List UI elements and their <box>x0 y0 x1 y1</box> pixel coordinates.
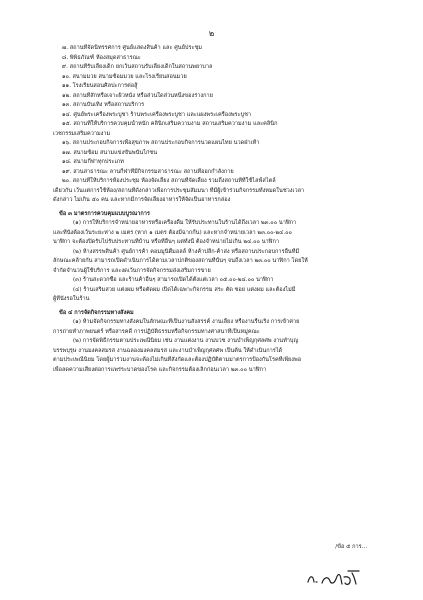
paragraph-line: (๒) การจัดพิธีกรรมตามประเพณีนิยม เช่น งานแต่งงาน งานบวช งานบำเพ็ญกุศลศพ งานทำบุญ <box>73 338 299 344</box>
continuation-note: /ข้อ ๕ การ... <box>335 544 367 550</box>
section-heading: ข้อ ๓ มาตรการควบคุมแบบบูรณาการ <box>59 210 150 217</box>
section-heading: ข้อ ๔ การจัดกิจกรรมทางสังคม <box>59 309 134 316</box>
paragraph-line: (๔) ร้านเสริมสวย แต่งผม หรือตัดผม เปิดได้เฉพาะกิจกรรม สระ ตัด ซอย แต่งผม และต้องไม่มี <box>73 286 296 293</box>
paragraph-line: เพื่อลดความเสี่ยงต่อการแพร่ระบาดของโรค และกิจกรรมต้องเลิกก่อนเวลา ๒๓.๐๐ นาฬิกา <box>53 366 267 373</box>
list-item: ๒๐. สถานที่ให้บริการห้องประชุม ห้องจัดเลี้ยง สถานที่จัดเลี้ยง รวมถึงสถานที่ที่ใช้ไลฟ์สไตล์ <box>62 178 276 184</box>
document-body <box>53 44 373 375</box>
paragraph-line: (๓) ร้านสะดวกซื้อ และร้านค้าอื่นๆ สามารถเปิดได้ตั้งแต่เวลา ๐๕.๐๐-๒๔.๐๐ นาฬิกา <box>73 277 274 283</box>
paragraph-line: (๑) ห้ามจัดกิจกรรมทางสังคมในลักษณะที่เป็นงานสังสรรค์ งานเลี้ยง หรืองานรื่นเริง การเข้าค่าย <box>73 319 300 325</box>
paragraph-line: บรรพบุรุษ งานมงคลสมรส งานฉลองมงคลสมรส และงานบำเพ็ญกุศลศพ เป็นต้น ให้ดำเนินการได้ <box>53 347 283 354</box>
paragraph-line: ผู้ที่นั่งรอในร้าน <box>53 296 90 302</box>
paragraph-line: (๒) ห้างสรรพสินค้า ศูนย์การค้า คอมมูนิตี้มอลล์ ห้างค้าปลีก-ค้าส่ง หรือสถานประกอบการอื่นที่มี <box>73 248 300 255</box>
paragraph-line: จำกัดจำนวนผู้ใช้บริการ และงดเว้นการจัดกิจกรรมส่งเสริมการขาย <box>53 267 211 274</box>
paragraph-line: และที่นั่งต้องเว้นระยะห่าง ๒ เมตร (หาก ๑ เมตร ต้องมีฉากกั้น) และหากจำหน่ายเวลา ๒๓.๐๐-๒๔.๐๐ <box>53 229 292 236</box>
paragraph-line: นาฬิกา จะต้องปิดรับไปรับประทานที่บ้าน หรือที่อื่นๆ แต่ทั้งนี้ ต้องจำหน่ายไม่เกิน ๒๔.๐๐ นาฬิกา <box>53 239 280 245</box>
paragraph-line: ตามประเพณีนิยม โดยผู้มาร่วมงานจะต้องไม่เกินที่สังกัดและต้องปฏิบัติตามมาตรการป้องกันโรคที่เพียงพอ <box>53 357 302 363</box>
list-item: ๗. สถานที่จัดนิทรรศการ ศูนย์แสดงสินค้า และ ศูนย์ประชุม <box>62 45 202 51</box>
paragraph-line: การถ่ายทำภาพยนตร์ หรือสารคดี การปฏิบัติธรรมหรือกิจกรรมทางศาสนาที่เป็นหมู่คณะ <box>53 328 260 335</box>
list-item: ๘. พิพิธภัณฑ์ ห้องสมุดสาธารณะ <box>62 54 141 61</box>
list-item: ๑๘. สนามกีฬาทุกประเภท <box>62 159 124 165</box>
list-item-continuation: เดียวกัน เว้นแต่การใช้ห้อง/สถานที่ดังกล่าวเพื่อการประชุมสัมมนา ที่มีผู้เข้าร่วมกิจกรรมทั้งหมดในช่วงเวลา <box>53 187 305 194</box>
paragraph-line: (๑) การให้บริการจำหน่ายอาหารหรือเครื่องดื่ม ให้รับประทานในร้านได้ถึงเวลา ๒๓.๐๐ นาฬิกา <box>73 220 297 226</box>
list-item: ๙. สถานที่รับเลี้ยงเด็ก ยกเว้นสถานรับเลี้ยงเด็กในสถานพยาบาล <box>62 64 213 70</box>
list-item: ๑๗. สนามซ้อม สนามแข่งขันพนันไก่ชน <box>62 149 158 156</box>
list-item: ๑๔. ศูนย์พระเครื่องพระบูชา ร้านพระเครื่องพระบูชา และแผงพระเครื่องพระบูชา <box>62 111 252 118</box>
handwritten-signature <box>304 567 364 589</box>
list-item-continuation: เวชกรรมเสริมความงาม <box>53 130 111 137</box>
paragraph-line: ลักษณะคล้ายกัน สามารถเปิดดำเนินการได้ตามเวลาปกติของสถานที่นั้นๆ จนถึงเวลา ๒๓.๐๐ นาฬิกา โดยให้ <box>53 258 308 264</box>
list-item: ๑๓. สถานบันเทิง หรือสถานบริการ <box>62 102 145 108</box>
list-item: ๑๖. สถานประกอบกิจการเพื่อสุขภาพ สถานประกอบกิจการนวดแผนไทย นวดฝ่าเท้า <box>62 140 260 146</box>
list-item: ๑๕. สถานที่ให้บริการควบคุมน้ำหนัก คลินิกเสริมความงาม สถานเสริมความงาม และคลินิก <box>62 121 278 127</box>
list-item: ๑๙. สวนสาธารณะ ลานกีฬาที่มีกิจกรรมสาธารณะ สถานที่ออกกำลังกาย <box>62 168 234 175</box>
list-item: ๑๒. สถานที่สักหรือเจาะผิวหนัง หรือส่วนใดส่วนหนึ่งของร่างกาย <box>62 92 213 99</box>
list-item: ๑๐. สนามมวย สนามซ้อมมวย และโรงเรียนสอนมวย <box>62 73 187 80</box>
list-item-continuation: ดังกล่าว ไม่เกิน ๕๐ คน และหากมีการจัดเลี้ยงอาหารให้จัดเป็นอาหารกล่อง <box>53 197 231 203</box>
list-item: ๑๑. โรงเรียนสอนศิลปะการต่อสู้ <box>62 83 138 89</box>
page-number: ๒ <box>208 29 215 38</box>
